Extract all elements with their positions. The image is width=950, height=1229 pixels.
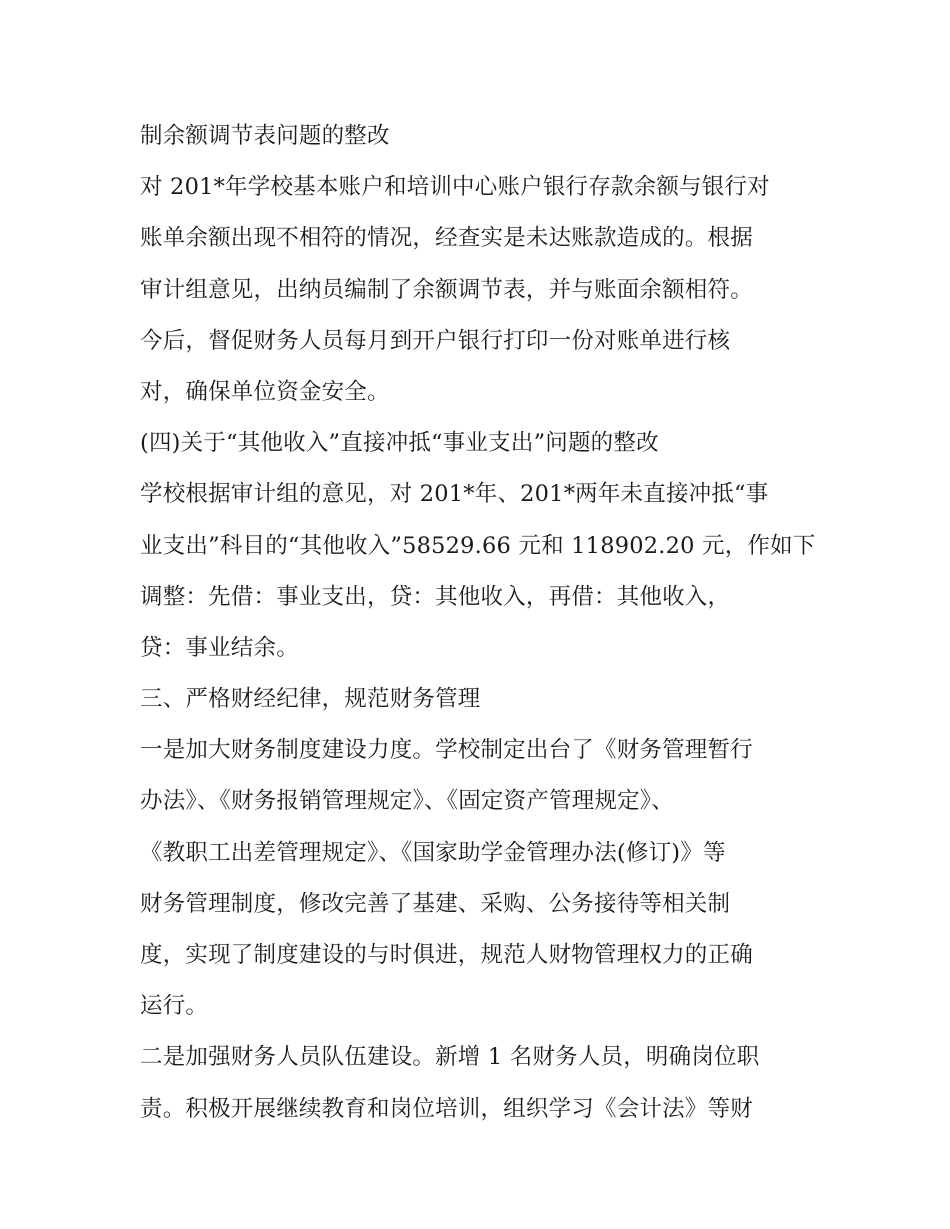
text-line: 业支出”科目的“其他收入”58529.66 元和 118902.20 元，作如下: [140, 532, 816, 559]
text-line: 对，确保单位资金安全。: [140, 378, 390, 405]
text-line: 二是加强财务人员队伍建设。新增 1 名财务人员，明确岗位职: [140, 1044, 760, 1071]
text-line: 财务管理制度，修改完善了基建、采购、公务接待等相关制: [140, 890, 731, 917]
text-line: 审计组意见，出纳员编制了余额调节表，并与账面余额相符。: [140, 276, 753, 303]
text-line: 《教职工出差管理规定》、《国家助学金管理办法(修订)》等: [140, 839, 726, 866]
text-line: 运行。: [140, 993, 209, 1020]
text-line: 一是加大财务制度建设力度。学校制定出台了《财务管理暂行: [140, 737, 753, 764]
text-line: 对 201*年学校基本账户和培训中心账户银行存款余额与银行对: [140, 174, 770, 201]
text-line: 责。积极开展继续教育和岗位培训，组织学习《会计法》等财: [140, 1095, 753, 1122]
section-heading: 三、严格财经纪律，规范财务管理: [140, 686, 481, 713]
text-line: 制余额调节表问题的整改: [140, 123, 390, 149]
text-line: 贷：事业结余。: [140, 634, 299, 661]
text-line: 学校根据审计组的意见，对 201*年、201*两年未直接冲抵“事: [140, 481, 769, 508]
text-line: 办法》、《财务报销管理规定》、《固定资产管理规定》、: [140, 788, 674, 815]
text-line: 调整：先借：事业支出，贷：其他收入，再借：其他收入，: [140, 583, 731, 610]
section-heading: (四)关于“其他收入”直接冲抵“事业支出”问题的整改: [140, 430, 659, 457]
text-line: 账单余额出现不相符的情况，经查实是未达账款造成的。根据: [140, 225, 753, 252]
text-line: 今后，督促财务人员每月到开户银行打印一份对账单进行核: [140, 327, 731, 354]
text-line: 度，实现了制度建设的与时俱进，规范人财物管理权力的正确: [140, 942, 753, 968]
document-body: [140, 111, 820, 1135]
